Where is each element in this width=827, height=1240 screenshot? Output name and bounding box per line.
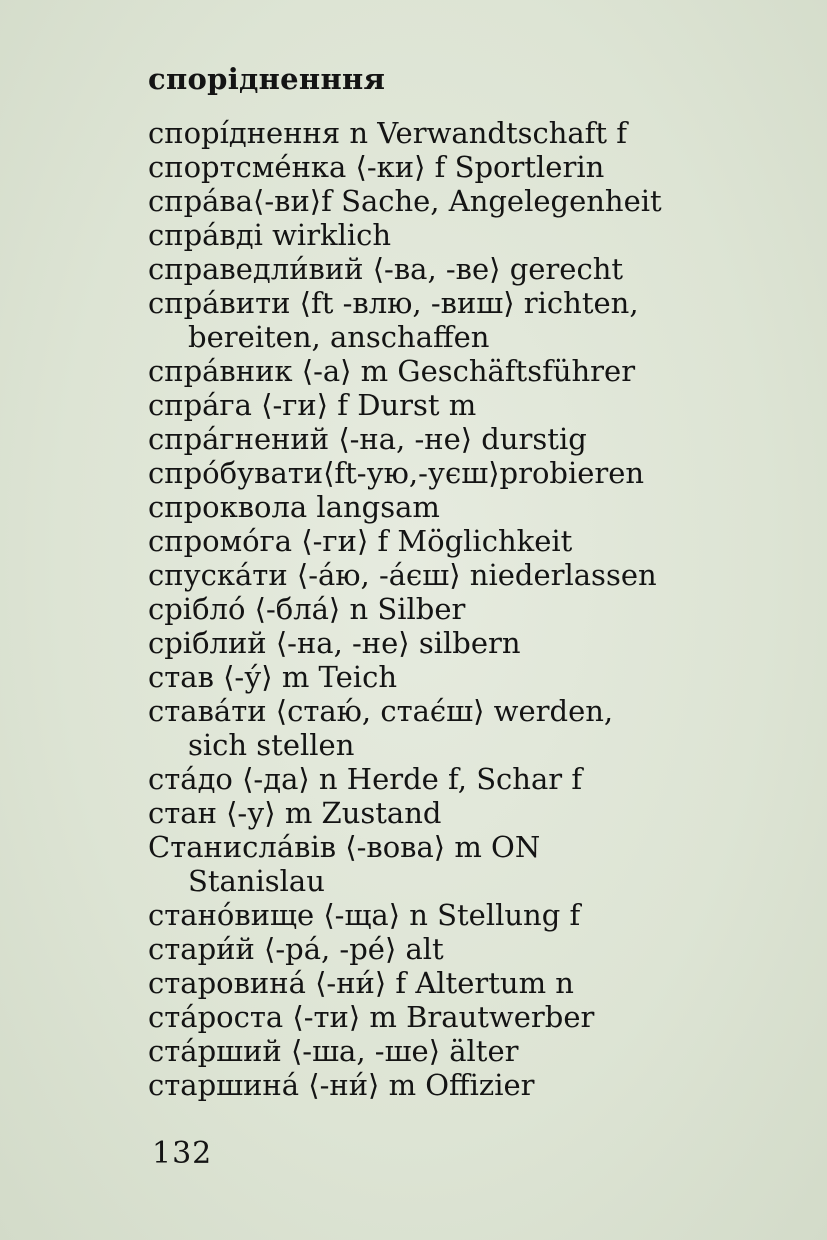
entry-text: ста́до ⟨-да⟩ n Herde f, Schar f	[148, 762, 583, 796]
entry-text: спра́вити ⟨ft -влю, -виш⟩ richten,	[148, 286, 639, 320]
entry-text: спортсме́нка ⟨-ки⟩ f Sportlerin	[148, 150, 605, 184]
dictionary-entry	[148, 626, 808, 660]
dictionary-entry	[148, 830, 808, 898]
dictionary-entry	[148, 558, 808, 592]
entry-continuation: bereiten, anschaffen	[188, 320, 490, 354]
entry-text: спро́бувати⟨ft-ую,-уєш⟩probieren	[148, 456, 645, 490]
page-number: 132	[152, 1136, 213, 1171]
entry-text: срібло́ ⟨-бла́⟩ n Silber	[148, 592, 466, 626]
entry-text: спроквола langsam	[148, 490, 440, 524]
entry-text: ста́роста ⟨-ти⟩ m Brautwerber	[148, 1000, 595, 1034]
entry-text: спра́га ⟨-ги⟩ f Durst m	[148, 388, 477, 422]
dictionary-entry	[148, 524, 808, 558]
dictionary-entry	[148, 354, 808, 388]
dictionary-entry	[148, 422, 808, 456]
dictionary-entry	[148, 150, 808, 184]
entry-text: стано́вище ⟨-ща⟩ n Stellung f	[148, 898, 581, 932]
entry-text: старшина́ ⟨-ни́⟩ m Offizier	[148, 1068, 535, 1102]
entry-text: став ⟨-у́⟩ m Teich	[148, 660, 397, 694]
entry-text: спорі́днення n Verwandtschaft f	[148, 116, 628, 150]
entry-text: Станисла́вів ⟨-вова⟩ m ON	[148, 830, 541, 864]
dictionary-entry	[148, 286, 808, 354]
dictionary-entry	[148, 1034, 808, 1068]
dictionary-entry	[148, 898, 808, 932]
entry-text: спра́вник ⟨-а⟩ m Geschäftsführer	[148, 354, 636, 388]
entry-continuation: Stanislau	[188, 864, 325, 898]
entry-text: старовина́ ⟨-ни́⟩ f Altertum n	[148, 966, 574, 1000]
dictionary-entry	[148, 456, 808, 490]
dictionary-entry	[148, 1000, 808, 1034]
entry-text: спра́вді wirklich	[148, 218, 392, 252]
entry-text: стари́й ⟨-ра́, -ре́⟩ alt	[148, 932, 444, 966]
entry-text: спуска́ти ⟨-а́ю, -а́єш⟩ niederlassen	[148, 558, 657, 592]
entry-text: спра́ва⟨-ви⟩f Sache, Angelegenheit	[148, 184, 662, 218]
entry-text: става́ти ⟨стаю́, стає́ш⟩ werden,	[148, 694, 614, 728]
entry-continuation: sich stellen	[188, 728, 355, 762]
dictionary-entry	[148, 932, 808, 966]
entry-text: ста́рший ⟨-ша, -ше⟩ älter	[148, 1034, 519, 1068]
dictionary-entry	[148, 592, 808, 626]
entry-text: спромо́га ⟨-ги⟩ f Möglichkeit	[148, 524, 573, 558]
entry-text: спра́гнений ⟨-на, -не⟩ durstig	[148, 422, 587, 456]
dictionary-entry	[148, 490, 808, 524]
dictionary-entry	[148, 218, 808, 252]
dictionary-entry	[148, 694, 808, 762]
dictionary-entry	[148, 762, 808, 796]
dictionary-entry	[148, 252, 808, 286]
dictionary-entry	[148, 1068, 808, 1102]
dictionary-entry	[148, 796, 808, 830]
dictionary-entry	[148, 660, 808, 694]
dictionary-entry	[148, 966, 808, 1000]
entry-text: сріблий ⟨-на, -не⟩ silbern	[148, 626, 521, 660]
entry-list	[148, 116, 808, 1102]
dictionary-entry	[148, 116, 808, 150]
entry-text: справедли́вий ⟨-ва, -ве⟩ gerecht	[148, 252, 624, 286]
entry-text: стан ⟨-у⟩ m Zustand	[148, 796, 442, 830]
dictionary-entry	[148, 388, 808, 422]
dictionary-entry	[148, 184, 808, 218]
running-head: спорідненння	[148, 62, 386, 96]
